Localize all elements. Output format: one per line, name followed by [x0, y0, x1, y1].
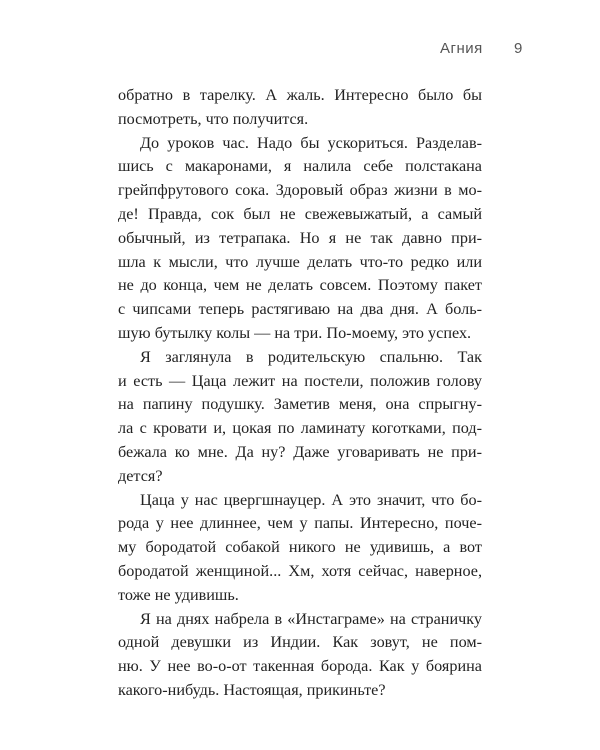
paragraph	[118, 84, 482, 132]
text-line: До уроков час. Надо бы ускориться. Разделав-	[140, 133, 482, 152]
text-line: Я заглянула в родительскую спальню. Так	[140, 347, 482, 366]
paragraph	[118, 132, 482, 346]
text-line: не до конца, чем не делать совсем. Поэтому пакет	[118, 276, 482, 295]
text-line: шись с макаронами, я налила себе полстакана	[118, 157, 482, 176]
text-line: бежала ко мне. Да ну? Даже уговаривать не при-	[118, 442, 482, 461]
text-line: обычный, из тетрапака. Но я не так давно при-	[118, 228, 482, 247]
paragraph	[118, 346, 482, 489]
text-line: му бородатой собакой никого не удивишь, а вот	[118, 538, 482, 557]
text-line: рода у нее длиннее, чем у папы. Интересно, поче-	[118, 514, 482, 533]
chapter-title: Агния	[440, 40, 483, 57]
text-line: грейпфрутового сока. Здоровый образ жизни в мо-	[118, 181, 482, 200]
paragraph	[118, 489, 482, 608]
text-line: ла с кровати и, цокая по ламинату коготками, под-	[118, 419, 482, 438]
text-line: шла к мысли, что лучше делать что-то редко или	[118, 252, 482, 271]
text-line: одной девушки из Индии. Как зовут, не пом-	[118, 633, 482, 652]
paragraph	[118, 608, 482, 703]
page-number: 9	[514, 40, 523, 57]
text-line: на папину подушку. Заметив меня, она спрыгну-	[118, 395, 482, 414]
text-line: бородатой женщиной... Хм, хотя сейчас, наверное,	[118, 561, 482, 580]
text-line: обратно в тарелку. А жаль. Интересно было бы	[118, 86, 482, 104]
text-line: де! Правда, сок был не свежевыжатый, а самый	[118, 204, 482, 223]
text-line: ню. У нее во-о-от такенная борода. Как у боярина	[118, 657, 482, 676]
text-line: тоже не удивишь.	[118, 585, 239, 604]
text-line: какого-нибудь. Настоящая, прикиньте?	[118, 680, 386, 699]
text-line: Цаца у нас цвергшнауцер. А это значит, что бо-	[140, 490, 482, 509]
text-line: шую бутылку колы — на три. По-моему, это успех.	[118, 323, 472, 342]
text-line: с чипсами теперь растягиваю на два дня. А боль-	[118, 300, 482, 319]
text-line: посмотреть, что получится.	[118, 109, 309, 128]
text-line: Я на днях набрела в «Инстаграме» на страничку	[140, 609, 482, 628]
text-line: и есть — Цаца лежит на постели, положив голову	[118, 371, 482, 390]
page-body	[118, 84, 482, 703]
text-line: дется?	[118, 466, 163, 485]
